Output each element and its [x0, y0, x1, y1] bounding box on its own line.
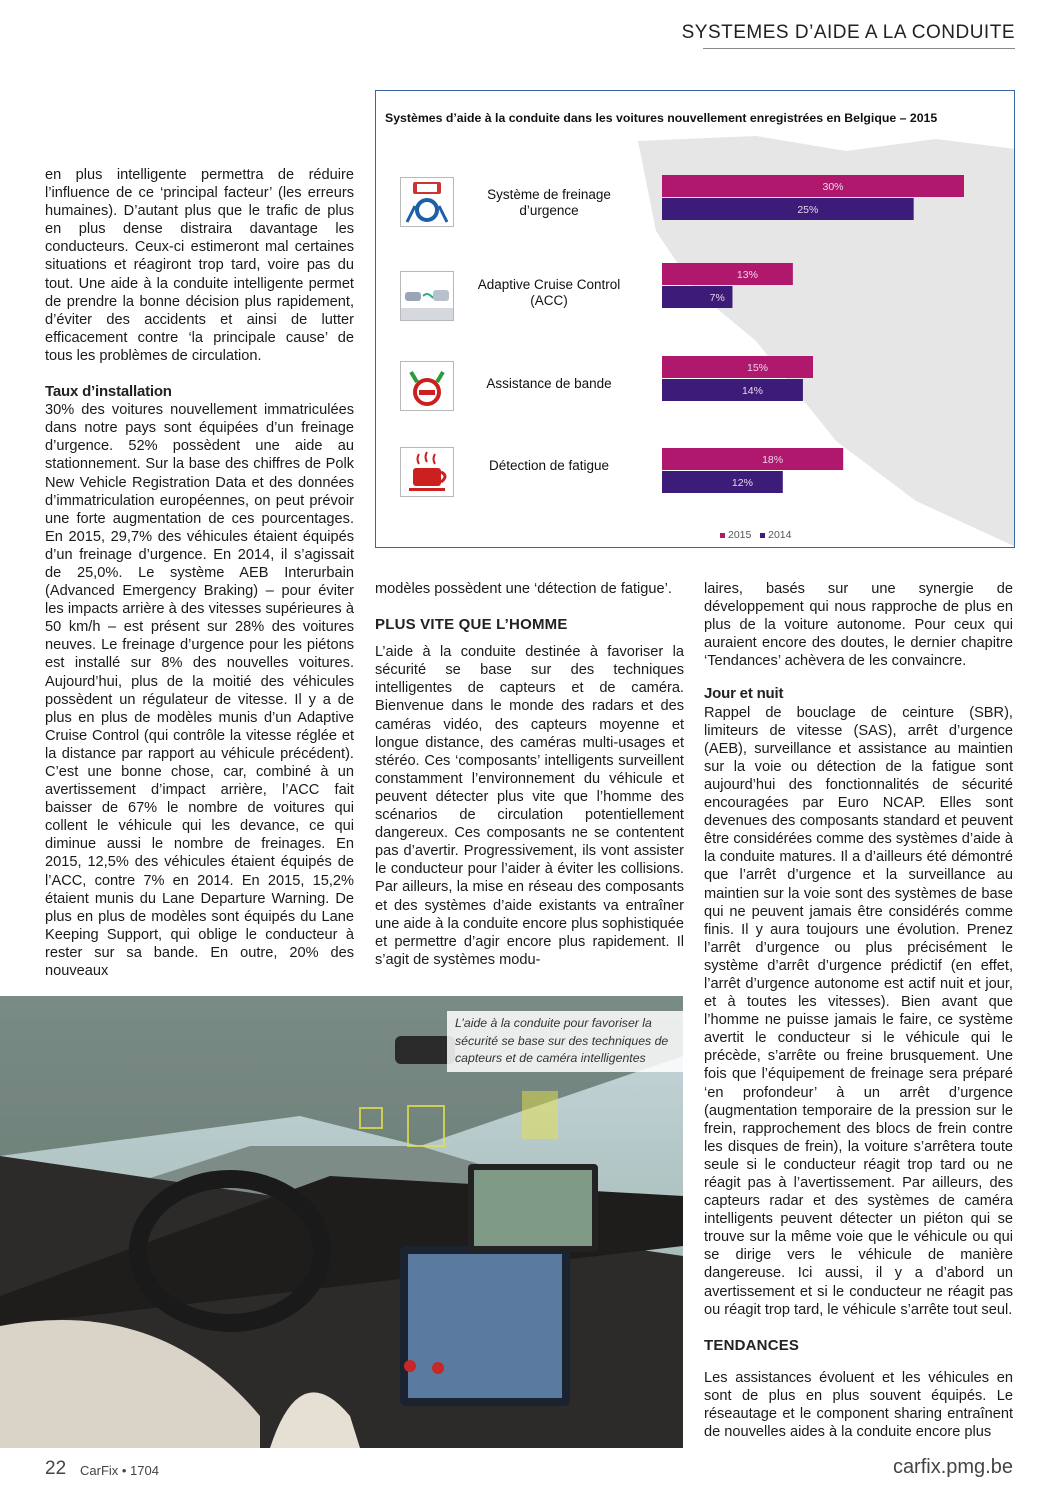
chart-figure: [375, 90, 1015, 548]
category-label: Système de freinage d’urgence: [487, 187, 611, 218]
bar-value-label: 18%: [762, 454, 784, 466]
paragraph: 30% des voitures nouvellement immatriculées dans notre pays sont équipées d’un freinage d’urgence. 52% possèdent une aide au stationnement. Sur la base des chiffres de Polk New Vehicle Registration Data et des données d’immatriculation européennes, on peut prévoir une forte augmentation de ces pourcentages. En 2015, 29,7% des véhicules étaient équipés d’un freinage d’urgence. En 2014, il s’agissait de 25,0%. Le système AEB Interurbain (Advanced Emergency Braking) – pour éviter les impacts arrière à des vitesses supérieures à 50 km/h – est présent sur 28% des voitures neuves. Le freinage d’urgence pour les piétons est installé sur 8% des nouvelles voitures. Aujourd’hui, plus de la moitié des véhicules possèdent un régulateur de vitesse. Il y a de plus en plus de modèles munis d’un Adaptive Cruise Control (qui contrôle la vitesse réglée et la distance par rapport au véhicule précédent). C’est une bonne chose, car, combiné à un avertissement d’impact arrière, l’ACC fait baisser de 67% le nombre de voitures qui collent le véhicule qui les devance, ce qui diminue aussi le nombre de freinages. En 2015, 12,5% des véhicules étaient équipés de l’ACC, contre 7% en 2014. En 2015, 15,2% étaient munis du Lane Departure Warning. De plus en plus de modèles sont équipés du Lane Keeping Support, qui oblige le conducteur à rester sur sa bande. En outre, 20% des nouveaux: [45, 402, 354, 980]
bar-value-label: 13%: [736, 269, 758, 281]
magazine-issue: CarFix • 1704: [80, 1463, 159, 1478]
legend-swatch-2015: [720, 533, 725, 538]
subheading-taux: Taux d’installation: [45, 383, 172, 401]
paragraph: modèles possèdent une ‘détection de fatigue’.: [375, 581, 672, 597]
bar-2015-1: [662, 263, 793, 285]
website-link[interactable]: carfix.pmg.be: [892, 1456, 1013, 1478]
fatigue-coffee-icon: [400, 447, 454, 497]
acc-cars-icon: [400, 271, 454, 321]
paragraph: laires, basés sur une synergie de développement qui nous rapproche de plus en plus de la voiture autonome. Pour ceux qui auraient encore des doutes, le dernier chapitre ‘Tendances’ achèvera de les convaincre.: [704, 581, 1013, 670]
column-1: [45, 166, 354, 980]
heading-tendances: TENDANCES: [704, 1336, 800, 1354]
paragraph: Rappel de bouclage de ceinture (SBR), limiteurs de vitesse (SAS), arrêt d’urgence (AEB), surveillance et assistance au maintien sur la voie ou détection de la fatigue sont aujourd’hui des fonctionnalités de sécurité encouragées par Euro NCAP. Elles sont devenues des composants standard et peuvent être considérées comme des systèmes d’aide à la conduite matures. Il a d’ailleurs été démontré que l’arrêt d’urgence et la surveillance au maintien sur la voie sont des systèmes de base qui ne peuvent jamais être considérés comme finis. Il y aura toujours une évolution. Prenez l’arrêt d’urgence ou plus précisément le système d’arrêt d’urgence prédictif (en effet, l’arrêt d’urgence autonome est actif nuit et jour, et à toutes les vitesses). Bien avant que l’homme ne puisse jamais le faire, ce système avertit le conducteur si le véhicule qui le précède, s’arrête ou freine brusquement. Une fois que l’équipement de freinage sera préparé ‘en profondeur’ à un arrêt d’urgence (augmentation temporaire de la pression sur le frein, rapprochement des blocs de frein contre les disques de frein), la voiture s’arrêtera toute seule si le conducteur réagit trop tard ou ne réagit pas à l’avertissement. Par ailleurs, des capteurs radar et des systèmes de caméra intelligents peuvent détecter un piéton qui se trouve sur la même voie que le véhicule ou qui se dirige vers le véhicule de manière dangereuse. Ici aussi, il y a d’abord un avertissement et si le conducteur ne réagit pas ou réagit trop tard, le véhicule s’arrête tout seul.: [704, 704, 1013, 1318]
column-2: [375, 580, 684, 969]
emergency-braking-icon: [400, 177, 454, 227]
heading-plus-vite: PLUS VITE QUE L’HOMME: [375, 616, 568, 634]
bar-value-label: 30%: [822, 181, 844, 193]
bar-value-label: 14%: [741, 385, 763, 397]
paragraph: L’aide à la conduite destinée à favoriser la sécurité se base sur des techniques intelligentes de capteurs et de caméra. Bienvenue dans le monde des radars et des caméras vidéo, des capteurs moyenne et longue distance, des caméras multi-usages et stéréo. Ces ‘composants’ intelligents surveillent constamment l’environnement du véhicule et peuvent détecter plus vite que l’homme des scénarios de circulation potentiellement dangereux. Ces composants ne se contentent pas d’avertir. Progressivement, ils vont assister le conducteur pour l’aider à éviter les collisions. Par ailleurs, la mise en réseau des composants et des systèmes d’aide existants va entraîner une aide à la conduite encore plus sophistiquée et permettre d’agir encore plus rapidement. Il s’agit de systèmes modu-: [375, 644, 684, 968]
category-label: Détection de fatigue: [488, 458, 610, 473]
bar-2015-3: [662, 448, 843, 470]
car-interior-photo: [0, 996, 683, 1448]
category-label: Assistance de bande: [486, 376, 612, 391]
paragraph: Les assistances évoluent et les véhicules en sont de plus en plus souvent équipés. Le réseautage et le component sharing entraînent de nouvelles aides à la conduite encore plus: [704, 1369, 1013, 1441]
category-label: Adaptive Cruise Control (ACC): [477, 277, 621, 308]
bar-2014-3: [662, 471, 783, 493]
legend-label-2015: 2015: [728, 529, 752, 541]
bar-value-label: 12%: [731, 477, 753, 489]
photo-caption: L’aide à la conduite pour favoriser la sécurité se base sur des techniques de capteurs et de caméra intelligentes: [447, 1011, 683, 1072]
legend-label-2014: 2014: [768, 529, 792, 541]
bar-value-label: 15%: [746, 362, 769, 374]
bar-value-label: 7%: [709, 292, 725, 304]
bar-2015-2: [662, 356, 813, 378]
paragraph: en plus intelligente permettra de réduire l’influence de ce ‘principal facteur’ (les erreurs humaines). D’autant plus que le trafic de plus en plus dense distraira davantage les conducteurs. Ceux-ci estimeront mal certaines situations et réagiront trop tard, voire pas du tout. Une aide à la conduite intelligente permet de prendre la bonne décision plus rapidement, d’éviter des accidents et ainsi de lutter efficacement contre ‘la principale cause’ de tous les problèmes de circulation.: [45, 167, 354, 364]
section-title: SYSTEMES D’AIDE A LA CONDUITE: [681, 22, 1015, 43]
bar-2014-2: [662, 379, 803, 401]
header-rule: [703, 48, 1015, 49]
chart-canvas: [376, 91, 1014, 547]
subheading-jour-nuit: Jour et nuit: [704, 685, 784, 703]
chart-legend: [720, 529, 791, 541]
bar-value-label: 25%: [797, 204, 819, 216]
legend-swatch-2014: [760, 533, 765, 538]
bar-2015-0: [662, 175, 964, 197]
chart-title: Systèmes d’aide à la conduite dans les voitures nouvellement enregistrées en Belgique – 2015: [385, 111, 938, 125]
column-3: [704, 580, 1013, 1441]
bar-2014-0: [662, 198, 914, 220]
lane-assist-icon: [400, 361, 454, 411]
page-number: 22: [45, 1458, 67, 1479]
